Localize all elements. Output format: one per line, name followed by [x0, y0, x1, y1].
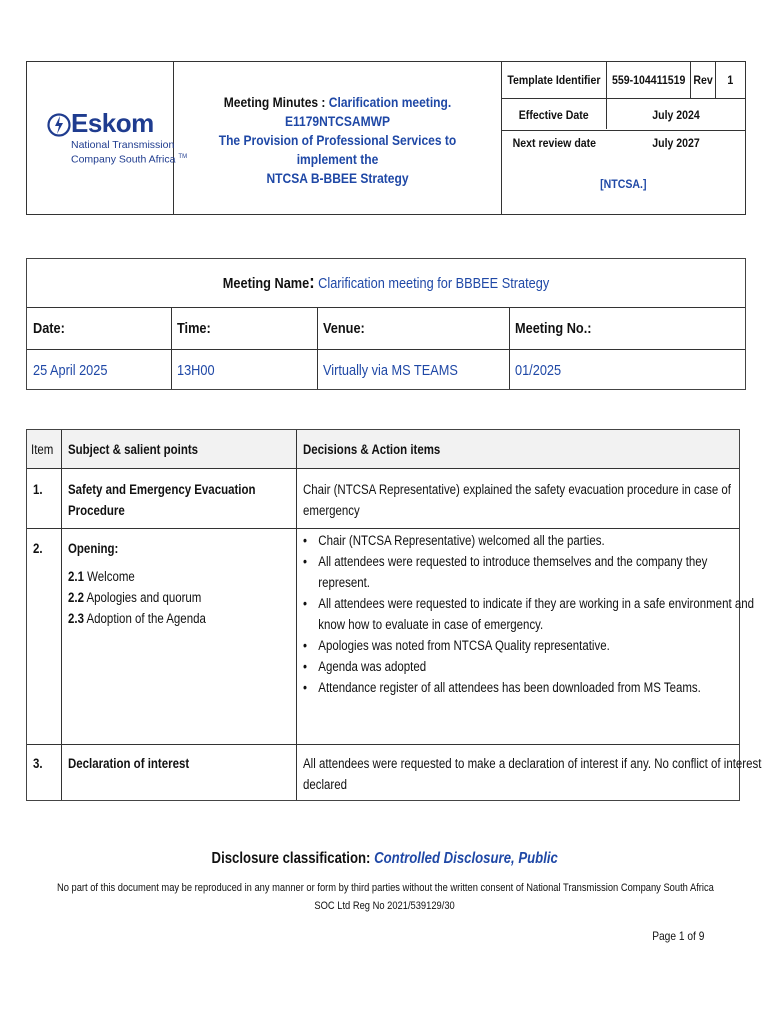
next-review-value: July 2027 [652, 136, 700, 150]
item-decision: Chair (NTCSA Representative) explained the safety evacuation procedure in case of emergency [303, 482, 732, 518]
divider [27, 307, 745, 308]
org-tag: [NTCSA.] [600, 177, 647, 191]
list-item: • Attendance register of all attendees has been downloaded from MS Teams. [318, 677, 754, 698]
item-subject: Declaration of interest [68, 756, 190, 771]
registration-number: SOC Ltd Reg No 2021/539129/30 [314, 900, 456, 912]
header-item: Item [31, 441, 54, 457]
template-identifier-value: 559-104411519 [611, 73, 686, 87]
page-number: Page 1 of 9 [651, 929, 704, 943]
date-label: Date: [33, 319, 65, 337]
divider [27, 468, 739, 469]
item-subject: Opening: 2.1 Welcome 2.2 Apologies and quorum 2.3 Adoption of the Agenda [68, 541, 206, 626]
rev-label: Rev [693, 73, 713, 87]
list-item: • All attendees were requested to indicate if they are working in a safe environment and know how to evaluate in case of emergency. [318, 593, 754, 635]
venue-value: Virtually via MS TEAMS [323, 361, 458, 379]
item-number: 2. [33, 541, 43, 556]
template-identifier-label: Template Identifier [507, 73, 601, 87]
meeting-name-label: Meeting Name [222, 275, 310, 292]
divider [317, 307, 318, 389]
disclosure-classification: Disclosure classification: Controlled Disclosure, Public [211, 850, 559, 867]
list-item: • Agenda was adopted [318, 656, 754, 677]
time-value: 13H00 [177, 361, 215, 379]
meeting-number-label: Meeting No.: [515, 319, 592, 337]
divider [171, 307, 172, 389]
meeting-name-row: Meeting Name: Clarification meeting for BBBEE Strategy [222, 272, 550, 293]
project-code: E1179NTCSAMWP [284, 112, 391, 129]
venue-label: Venue: [323, 319, 365, 337]
agenda-table [26, 429, 762, 801]
next-review-label: Next review date [512, 136, 596, 150]
effective-date-label: Effective Date [519, 107, 589, 122]
item-decision: All attendees were requested to make a declaration of interest if any. No conflict of interest declared [303, 756, 762, 792]
document-header [26, 61, 746, 215]
divider [509, 307, 510, 389]
item-number: 1. [33, 482, 43, 497]
header-title-block [174, 92, 501, 188]
meeting-name-value: Clarification meeting for BBBEE Strategy [318, 275, 550, 292]
list-item: • All attendees were requested to introduce themselves and the company they represent. [318, 551, 754, 593]
logo-brand: Eskom [71, 108, 154, 138]
divider [27, 744, 739, 745]
meeting-number-value: 01/2025 [515, 361, 562, 379]
rev-value: 1 [727, 73, 734, 87]
logo-subtitle: National Transmission Company South Africa ™ [71, 139, 188, 166]
list-item: • Apologies was noted from NTCSA Quality representative. [318, 635, 754, 656]
item-number: 3. [33, 756, 43, 771]
project-subtitle: The Provision of Professional Services to implement the [218, 131, 457, 167]
meeting-details [26, 258, 746, 390]
page-title: Meeting Minutes : Clarification meeting. [223, 93, 452, 110]
date-value: 25 April 2025 [33, 361, 108, 379]
time-label: Time: [177, 319, 211, 337]
header-decisions: Decisions & Action items [303, 441, 441, 457]
divider [27, 528, 739, 529]
effective-date-value: July 2024 [652, 107, 700, 122]
eskom-logo-icon [47, 112, 71, 138]
copyright-notice: No part of this document may be reproduced in any manner or form by third parties without the written consent of National Transmission Company South Africa [56, 882, 714, 894]
item-decision [303, 530, 754, 698]
item-subject: Safety and Emergency Evacuation Procedure [68, 482, 256, 518]
list-item: • Chair (NTCSA Representative) welcomed all the parties. [318, 530, 754, 551]
project-subtitle: NTCSA B-BBEE Strategy [266, 169, 409, 186]
eskom-logo [41, 106, 188, 176]
header-subject: Subject & salient points [68, 441, 199, 457]
